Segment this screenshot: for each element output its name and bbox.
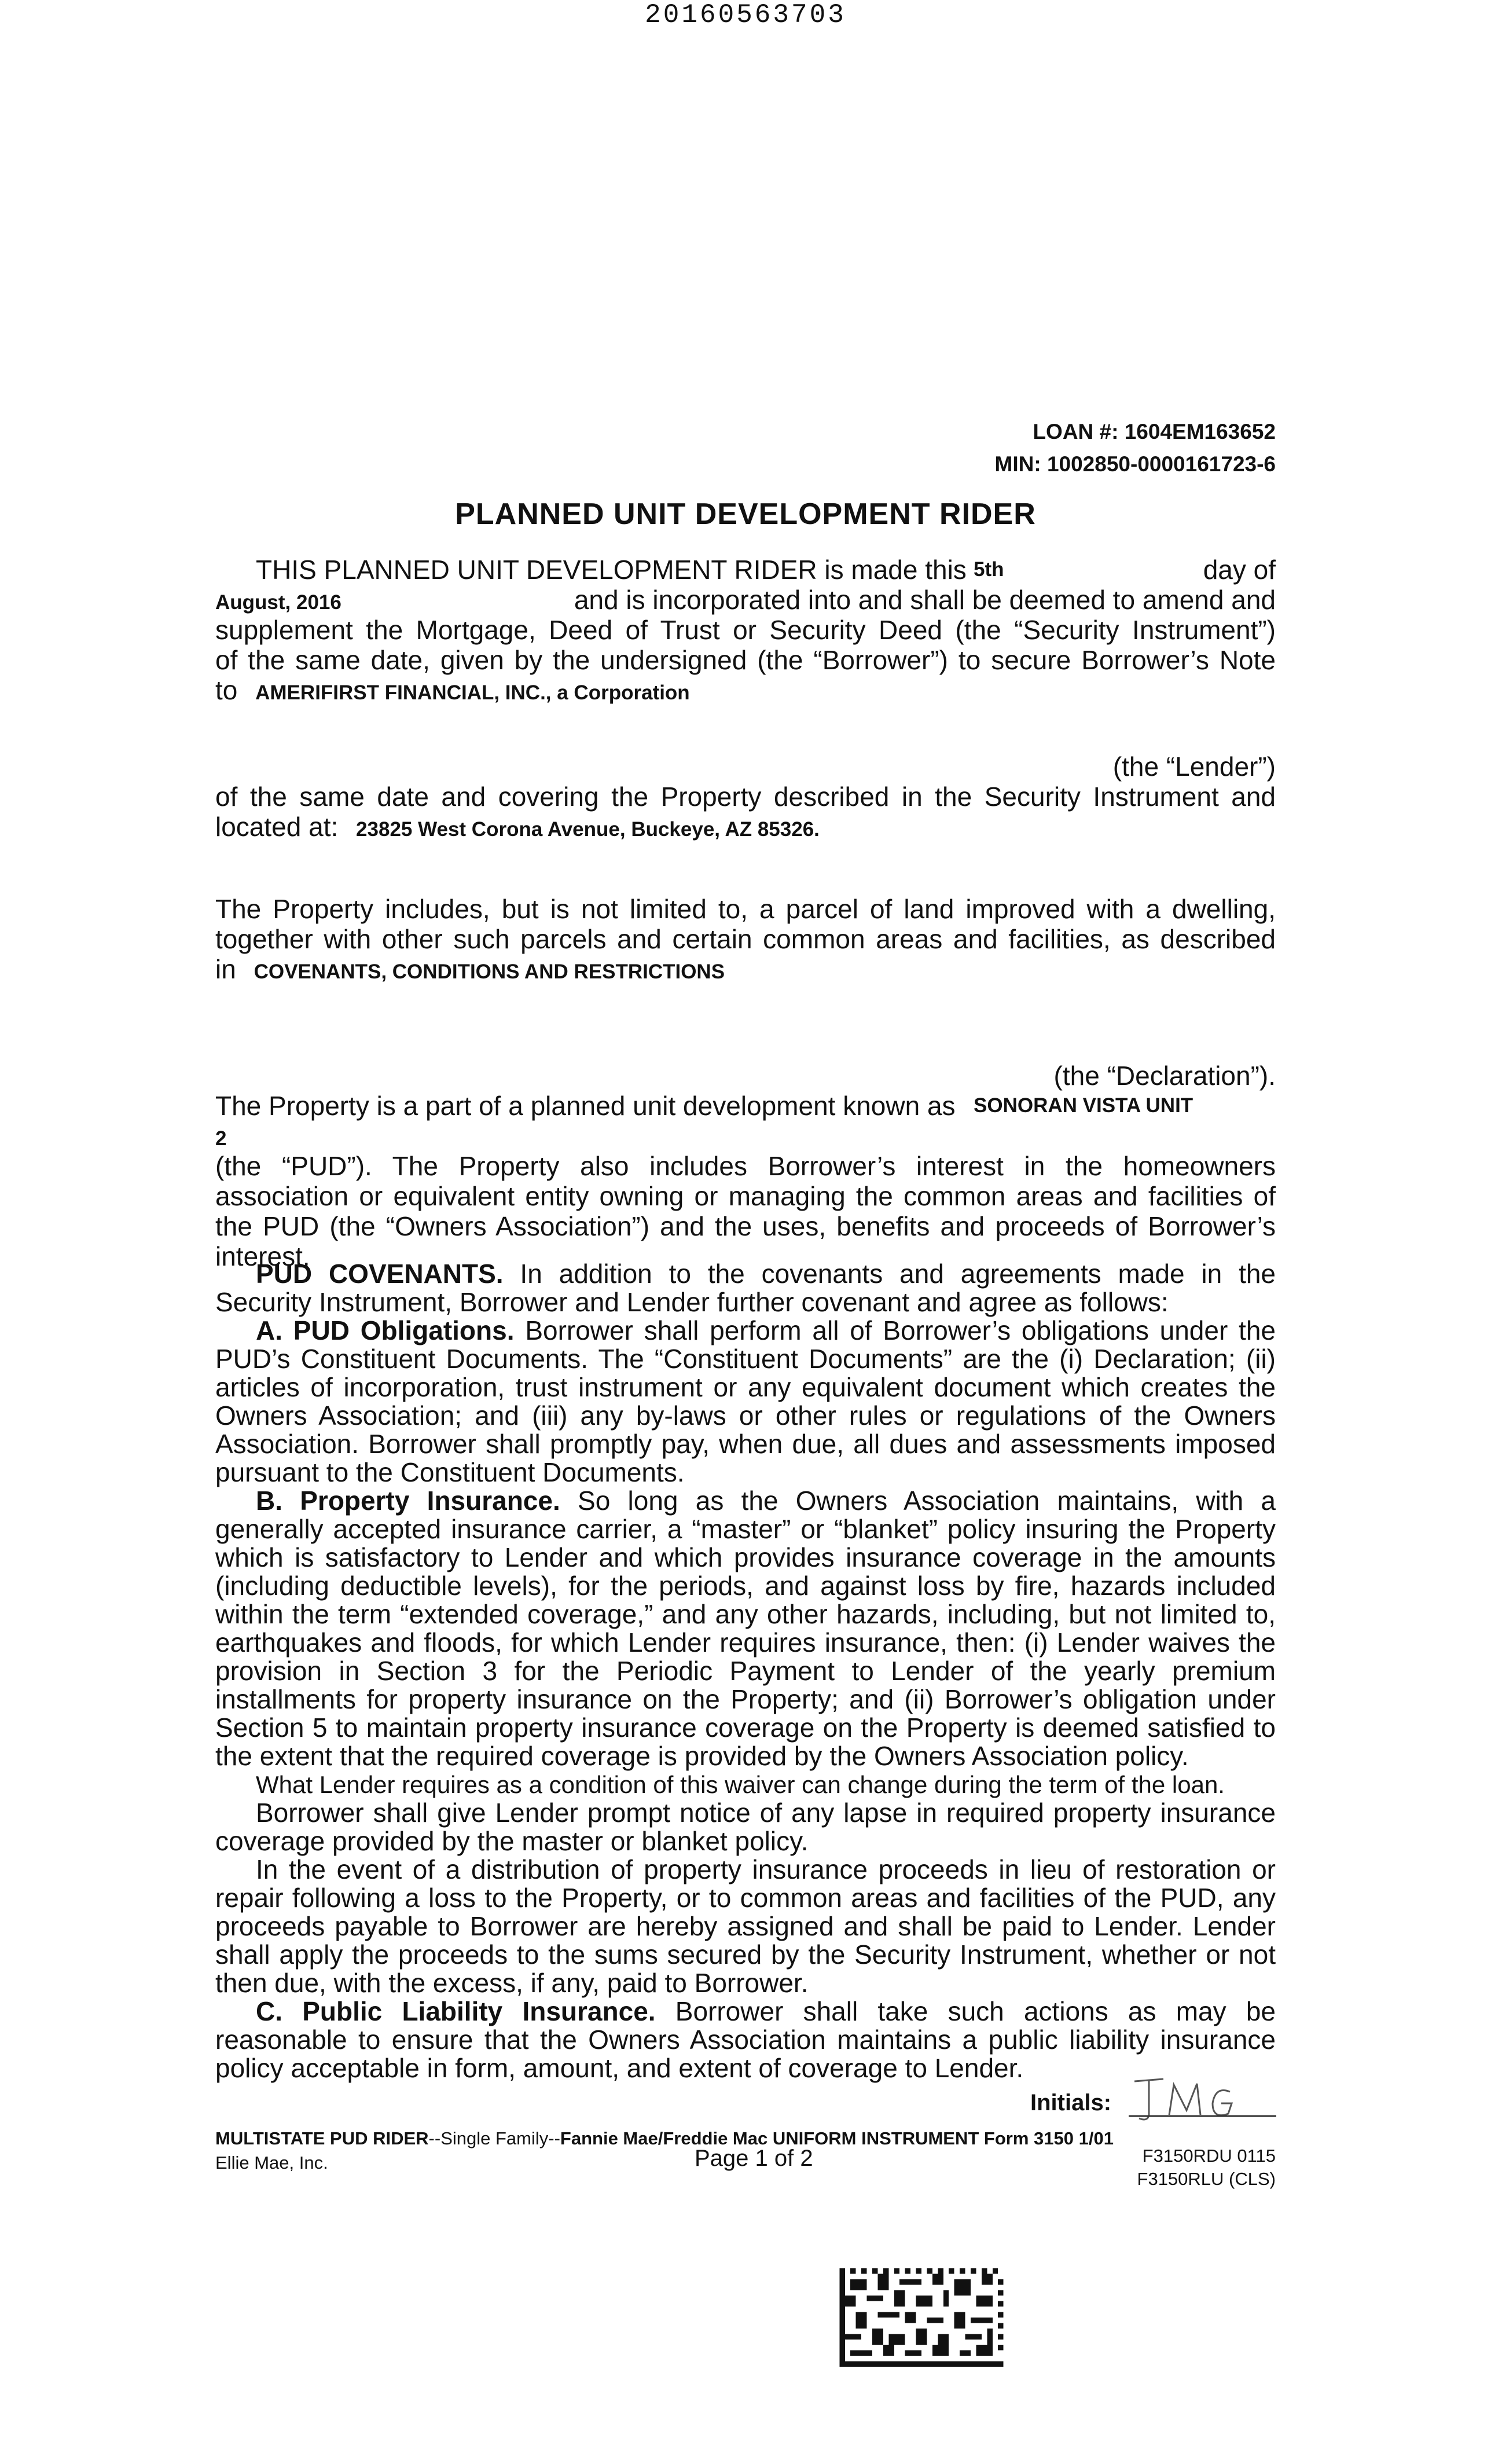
min-number: 1002850-0000161723-6	[1046, 452, 1276, 476]
property-line-3	[215, 954, 1276, 987]
form-code-2: F3150RLU (CLS)	[1137, 2169, 1276, 2189]
covenant-c-text: Borrower shall take such actions as may be reasonable to ensure that the Owners Association maintains a public liability insurance policy acceptable in form, amount, and extent of coverage to Lender.	[215, 1996, 1276, 2083]
form-title: MULTISTATE PUD RIDER	[215, 2128, 429, 2148]
intro-line-2	[215, 585, 1276, 618]
covenant-b	[215, 1487, 1276, 1770]
loan-label: LOAN #:	[1033, 420, 1119, 443]
declaration-name: COVENANTS, CONDITIONS AND RESTRICTIONS	[254, 960, 725, 983]
property-line-1: The Property includes, but is not limited to, a parcel of land improved with a dwelling,	[215, 894, 1276, 924]
intro-line-1	[215, 555, 1276, 585]
covenants-section	[215, 1260, 1276, 2082]
property-rest-text: (the “PUD”). The Property also includes Borrower’s interest in the homeowners association or equivalent entity owning or managing the common areas and facilities of the PUD (the “Owners Association”) and the uses, benefits and proceeds of Borrower’s interest.	[215, 1151, 1276, 1271]
loan-info-block	[995, 416, 1276, 481]
intro-line-5	[215, 675, 1276, 708]
pud-line	[215, 1091, 1276, 1121]
covenant-b-heading: B. Property Insurance.	[256, 1486, 560, 1516]
loan-number: 1604EM163652	[1124, 420, 1276, 443]
min-label: MIN:	[994, 452, 1041, 476]
pud-name-cont: 2	[215, 1127, 227, 1150]
form-dash: --Single Family--	[428, 2128, 560, 2148]
covenant-a-heading: A. PUD Obligations.	[256, 1315, 515, 1345]
covenant-c	[215, 1997, 1276, 2082]
pud-line-text: The Property is a part of a planned unit development known as	[215, 1091, 956, 1121]
lender-name: AMERIFIRST FINANCIAL, INC., a Corporation	[255, 681, 690, 704]
page-number: Page 1 of 2	[695, 2146, 813, 2171]
form-code-1: F3150RDU 0115	[1142, 2146, 1276, 2166]
property-rest	[215, 1151, 1276, 1271]
loan-number-line	[995, 416, 1276, 448]
pud-name: SONORAN VISTA UNIT	[974, 1094, 1193, 1117]
intro-line-7	[215, 812, 1276, 845]
covenant-b-text4: In the event of a distribution of property insurance proceeds in lieu of restoration or repair following a loss to the Property, or to common areas and facilities of the PUD, any proceeds payable to Borrower are hereby assigned and shall be paid to Lender. Lender shall apply the proceeds to the sums secured by the Security Instrument, whether or not then due, with the excess, if any, paid to Borrower.	[215, 1854, 1276, 1998]
form-title-line	[215, 2128, 1114, 2149]
intro-text-1: THIS PLANNED UNIT DEVELOPMENT RIDER is made this	[256, 555, 967, 585]
initials-signature	[1129, 2074, 1276, 2126]
document-title: PLANNED UNIT DEVELOPMENT RIDER	[455, 497, 1036, 531]
property-address: 23825 West Corona Avenue, Buckeye, AZ 85326.	[356, 818, 820, 841]
covenants-heading-text: In addition to the covenants and agreements made in the Security Instrument, Borrower and Lender further covenant and agree as follows:	[215, 1259, 1276, 1317]
vendor-name: Ellie Mae, Inc.	[215, 2153, 328, 2173]
covenants-intro	[215, 1260, 1276, 1317]
intro-line-3: supplement the Mortgage, Deed of Trust or Security Deed (the “Security Instrument”)	[215, 615, 1276, 645]
document-number: 20160563703	[645, 0, 846, 30]
property-line-2: together with other such parcels and certain common areas and facilities, as described	[215, 924, 1276, 954]
intro-line-6: of the same date and covering the Property described in the Security Instrument and	[215, 782, 1276, 812]
intro-date: August, 2016	[215, 591, 341, 614]
initials-label: Initials:	[1030, 2090, 1112, 2115]
pud-line-cont	[215, 1121, 1276, 1154]
intro-text-2: and is incorporated into and shall be deemed to amend and	[574, 585, 1276, 615]
intro-to: to	[215, 675, 238, 705]
form-fannie: Fannie Mae/Freddie Mac UNIFORM INSTRUMENT Form	[560, 2128, 1029, 2148]
intro-line-4: of the same date, given by the undersigned (the “Borrower”) to secure Borrower’s Note	[215, 645, 1276, 675]
covenant-c-heading: C. Public Liability Insurance.	[256, 1996, 656, 2026]
lender-label: (the “Lender”)	[1112, 751, 1276, 782]
covenant-a	[215, 1317, 1276, 1487]
covenants-heading: PUD COVENANTS.	[256, 1259, 504, 1289]
barcode-image	[837, 2268, 1006, 2367]
covenant-b-text3: Borrower shall give Lender prompt notice of any lapse in required property insurance coverage provided by the master or blanket policy.	[215, 1798, 1276, 1856]
declaration-label: (the “Declaration”).	[1053, 1061, 1276, 1091]
intro-day-of: day of	[1203, 555, 1276, 585]
form-number: 3150 1/01	[1034, 2128, 1114, 2148]
covenant-b-text: So long as the Owners Association maintains, with a generally accepted insurance carrier, a “master” or “blanket” policy insuring the Property which is satisfactory to Lender and which provides insurance coverage in the amounts (including deductible levels), for the periods, and against loss by fire, hazards included within the term “extended coverage,” and any other hazards, including, but not limited to, earthquakes and floods, for which Lender requires insurance, then: (i) Lender waives the provision in Section 3 for the Periodic Payment to Lender of the yearly premium installments for property insurance on the Property; and (ii) Borrower’s obligation under Section 5 to maintain property insurance coverage on the Property is deemed satisfied to the extent that the required coverage is provided by the Owners Association policy.	[215, 1486, 1276, 1771]
located-at-label: located at:	[215, 812, 339, 842]
intro-day: 5th	[974, 558, 1004, 581]
in-word: in	[215, 954, 236, 984]
min-number-line	[995, 448, 1276, 481]
covenant-a-text: Borrower shall perform all of Borrower’s obligations under the PUD’s Constituent Documents. The “Constituent Documents” are the (i) Declaration; (ii) articles of incorporation, trust instrument or any equivalent document which creates the Owners Association; and (iii) any by-laws or other rules or regulations of the Owners Association. Borrower shall promptly pay, when due, all dues and assessments imposed pursuant to the Constituent Documents.	[215, 1315, 1276, 1487]
covenant-b-text2: What Lender requires as a condition of this waiver can change during the term of the loan.	[256, 1771, 1225, 1798]
